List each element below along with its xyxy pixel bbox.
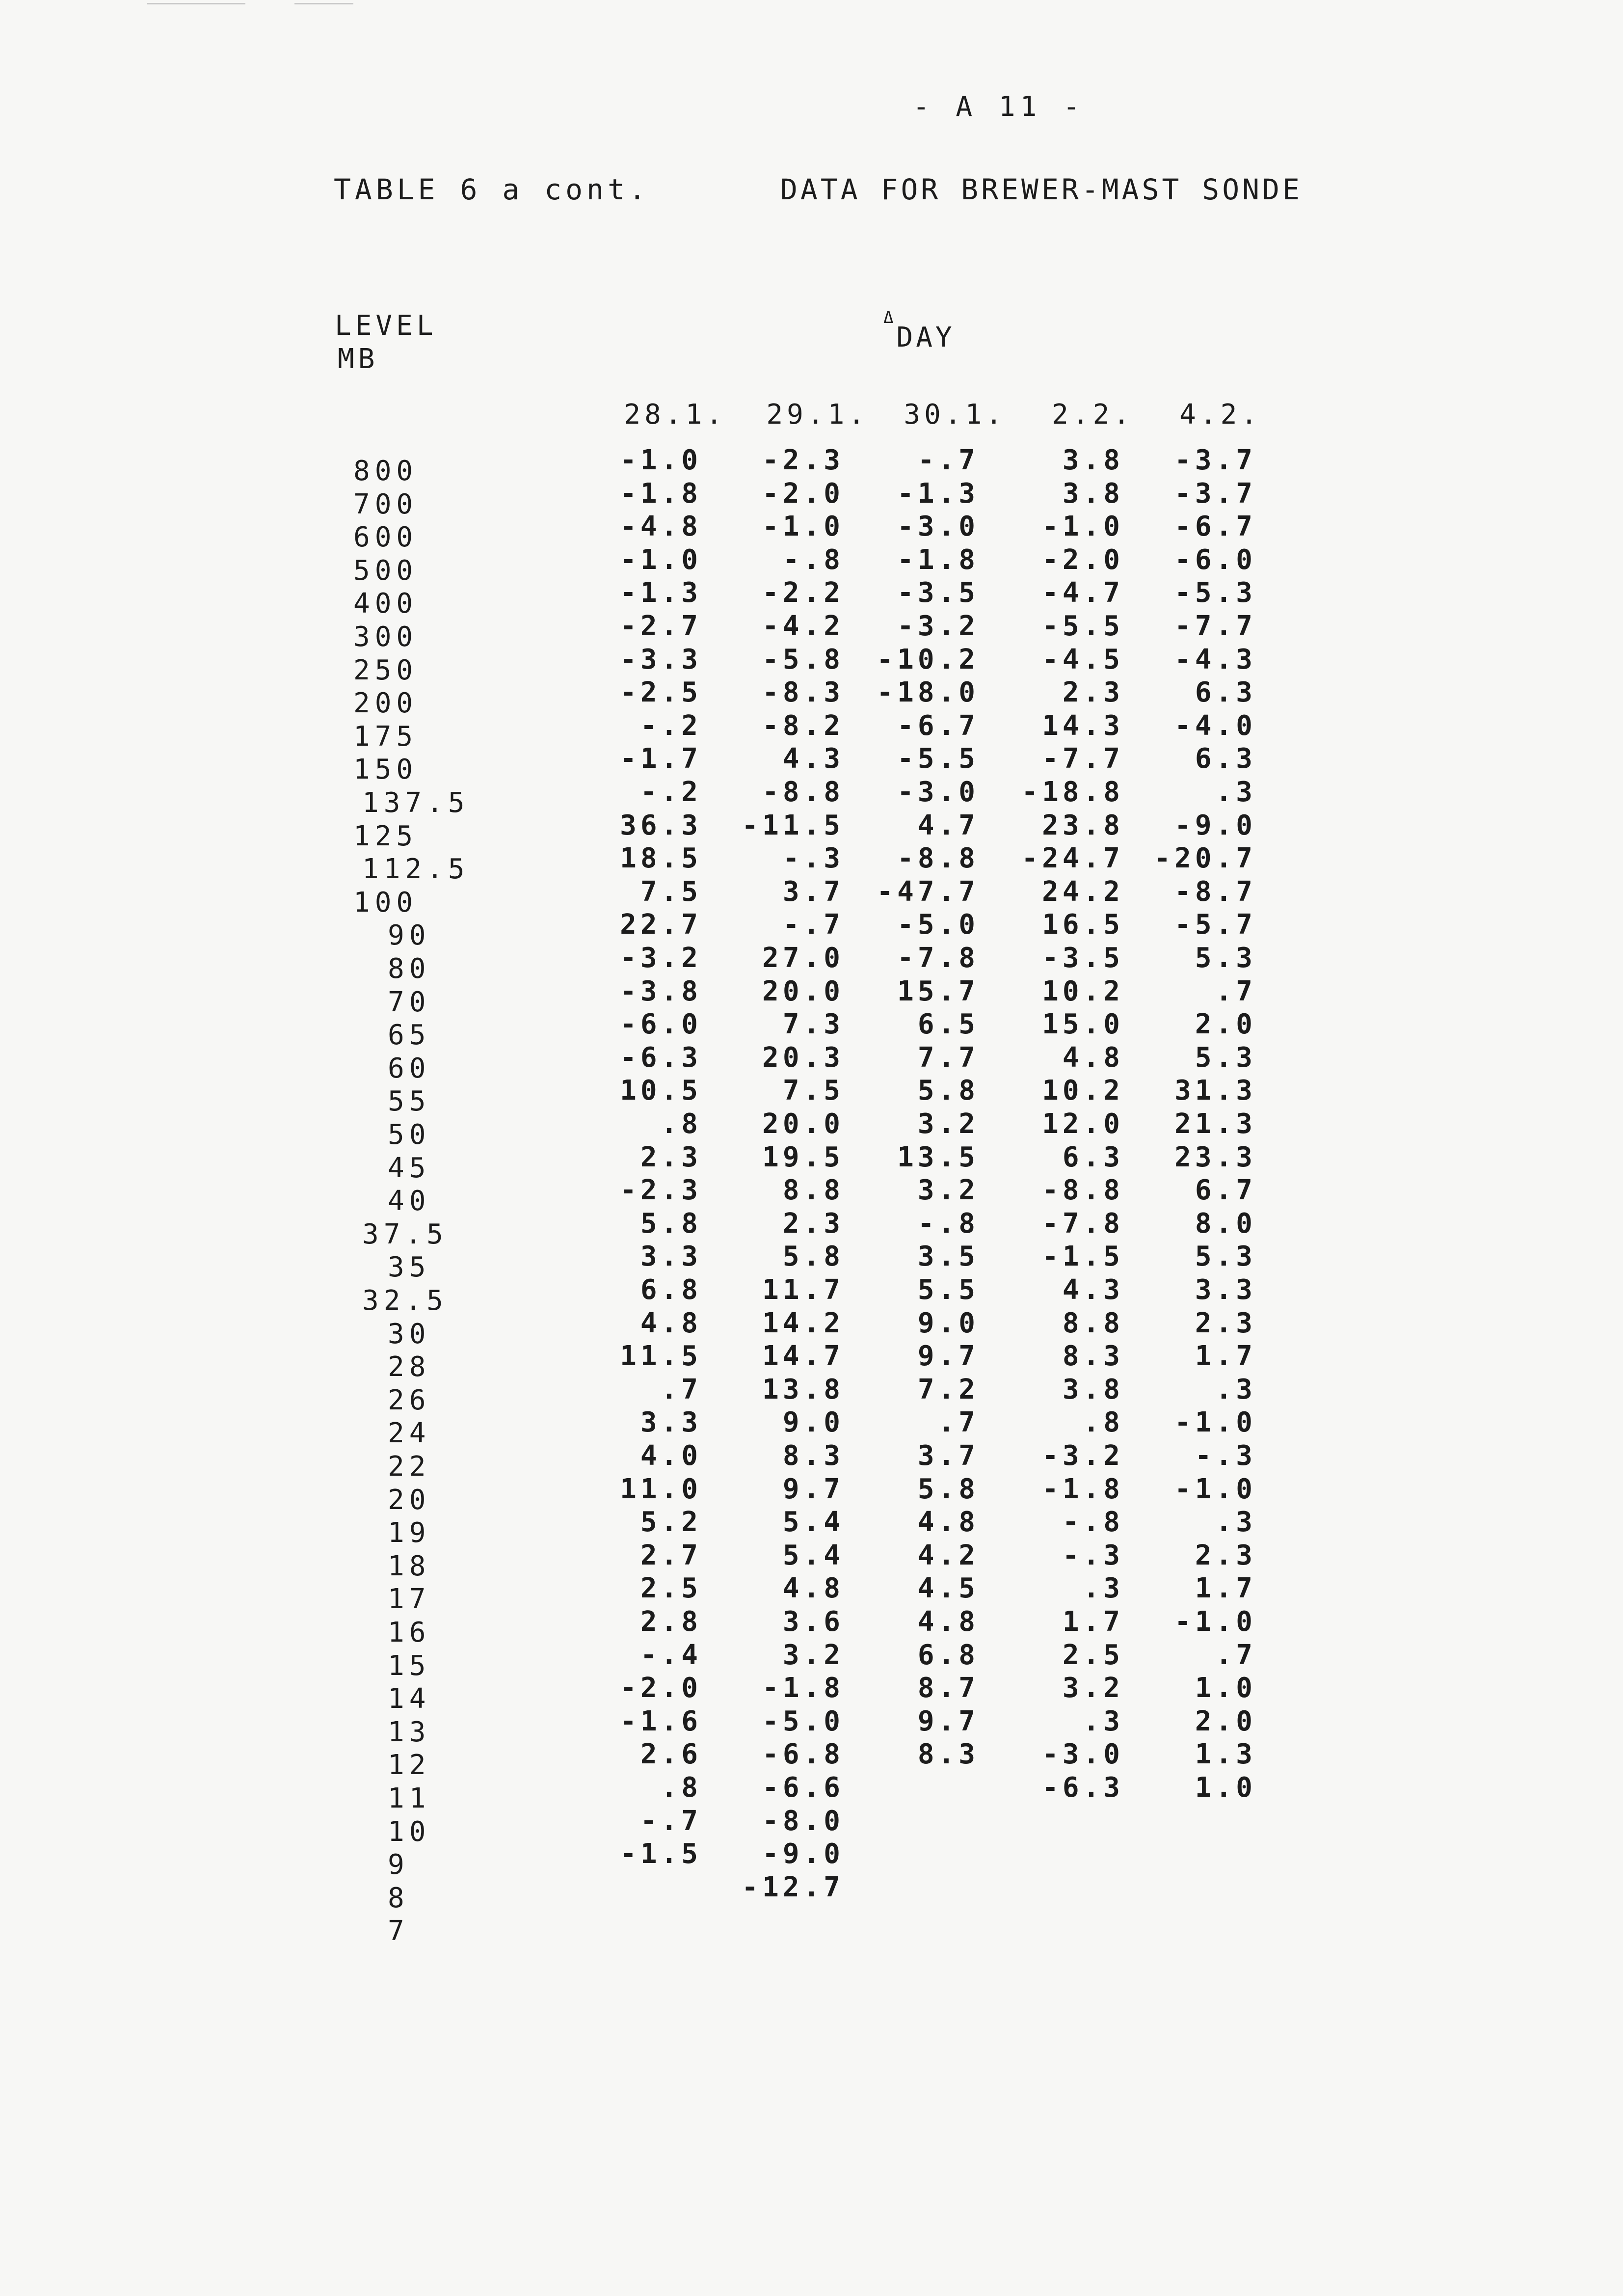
table-cell: 18.5 xyxy=(620,842,702,875)
table-cell: 1.0 xyxy=(1195,1772,1256,1804)
table-cell: -2.3 xyxy=(620,1174,702,1207)
table-cell: 2.3 xyxy=(1195,1539,1256,1571)
column-header-28-1: 28.1. xyxy=(624,399,726,431)
level-value: 10 xyxy=(388,1815,431,1848)
table-cell: 14.3 xyxy=(1042,709,1124,742)
table-cell: .7 xyxy=(661,1373,702,1405)
table-cell: -3.0 xyxy=(1042,1738,1124,1771)
table-cell: -7.8 xyxy=(897,942,979,974)
table-cell: 5.8 xyxy=(917,1075,979,1107)
table-cell: -18.0 xyxy=(877,676,979,709)
level-column-label xyxy=(335,309,437,376)
level-value: 11 xyxy=(388,1783,431,1814)
table-cell: 5.8 xyxy=(782,1241,844,1273)
scan-mark xyxy=(147,3,245,4)
table-cell: -3.2 xyxy=(620,942,702,974)
table-cell: -1.8 xyxy=(620,477,702,510)
level-value: 26 xyxy=(388,1384,431,1416)
table-cell: .7 xyxy=(938,1406,979,1439)
table-cell: 9.7 xyxy=(917,1705,979,1737)
table-cell: 6.8 xyxy=(640,1274,702,1306)
scan-mark xyxy=(294,3,353,4)
table-cell: -1.0 xyxy=(1042,511,1124,543)
table-cell: 4.7 xyxy=(917,809,979,841)
level-value: 600 xyxy=(353,521,418,554)
table-cell: -.2 xyxy=(640,776,702,808)
table-cell: -5.3 xyxy=(1174,577,1256,609)
table-cell: 3.8 xyxy=(1062,444,1124,476)
table-cell: -6.7 xyxy=(1174,511,1256,543)
level-value: 300 xyxy=(353,621,418,653)
table-cell: 8.0 xyxy=(1195,1207,1256,1240)
table-cell: 1.3 xyxy=(1195,1738,1256,1771)
column-header-4-2: 4.2. xyxy=(1179,399,1261,431)
table-cell: .7 xyxy=(1215,975,1256,1007)
table-cell: 21.3 xyxy=(1174,1108,1256,1140)
table-cell: -1.8 xyxy=(897,543,979,576)
table-cell: 9.7 xyxy=(917,1340,979,1373)
table-cell: 8.8 xyxy=(782,1174,844,1207)
table-cell: 3.7 xyxy=(917,1440,979,1472)
table-cell: 3.8 xyxy=(1062,477,1124,510)
level-value: 9 xyxy=(388,1849,409,1881)
level-label-line1: LEVEL xyxy=(335,310,437,342)
level-value: 175 xyxy=(353,720,418,753)
table-cell: 10.5 xyxy=(620,1075,702,1107)
table-cell: -1.8 xyxy=(1042,1473,1124,1505)
table-cell: -5.0 xyxy=(762,1705,844,1737)
table-cell: 6.3 xyxy=(1195,676,1256,709)
table-cell: 1.0 xyxy=(1195,1672,1256,1704)
table-cell: -9.0 xyxy=(762,1838,844,1870)
table-cell: 14.7 xyxy=(762,1340,844,1373)
table-cell: -6.0 xyxy=(620,1008,702,1041)
table-cell: -.8 xyxy=(1062,1506,1124,1539)
delta-day-text: DAY xyxy=(896,322,955,353)
table-cell: -3.0 xyxy=(897,511,979,543)
table-cell: 3.2 xyxy=(917,1108,979,1140)
table-cell: -7.8 xyxy=(1042,1207,1124,1240)
table-cell: 19.5 xyxy=(762,1141,844,1173)
table-cell: -18.8 xyxy=(1021,776,1124,808)
table-cell: 5.3 xyxy=(1195,1041,1256,1074)
table-cell: -1.0 xyxy=(620,543,702,576)
table-cell: 6.8 xyxy=(917,1639,979,1671)
table-cell: 4.3 xyxy=(782,743,844,775)
table-cell: 27.0 xyxy=(762,942,844,974)
table-cell: 14.2 xyxy=(762,1307,844,1339)
table-cell: .3 xyxy=(1215,776,1256,808)
table-cell: .7 xyxy=(1215,1639,1256,1671)
level-value: 18 xyxy=(388,1550,431,1582)
table-cell: 2.3 xyxy=(640,1141,702,1173)
table-cell: -6.8 xyxy=(762,1738,844,1771)
table-cell: .3 xyxy=(1083,1572,1124,1605)
table-cell: -.3 xyxy=(1195,1440,1256,1472)
level-value: 22 xyxy=(388,1451,431,1483)
table-cell: -8.8 xyxy=(897,842,979,875)
table-cell: 3.8 xyxy=(1062,1373,1124,1405)
level-value: 28 xyxy=(388,1351,431,1383)
table-cell: 9.0 xyxy=(917,1307,979,1339)
table-title: TABLE 6 a cont. xyxy=(334,173,650,206)
table-cell: -.8 xyxy=(917,1207,979,1240)
table-cell: 22.7 xyxy=(620,909,702,941)
table-cell: 3.5 xyxy=(917,1241,979,1273)
table-cell: 2.0 xyxy=(1195,1008,1256,1041)
table-cell: .3 xyxy=(1215,1373,1256,1405)
table-cell: 3.3 xyxy=(640,1241,702,1273)
table-cell: 7.5 xyxy=(640,875,702,908)
table-cell: -6.6 xyxy=(762,1772,844,1804)
level-value: 100 xyxy=(353,886,418,918)
table-cell: 5.2 xyxy=(640,1506,702,1539)
table-cell: 5.3 xyxy=(1195,1241,1256,1273)
table-cell: 3.6 xyxy=(782,1606,844,1638)
level-value: 24 xyxy=(388,1417,431,1450)
table-cell: 36.3 xyxy=(620,809,702,841)
table-cell: -6.7 xyxy=(897,709,979,742)
table-cell: .8 xyxy=(661,1108,702,1140)
table-cell: 7.3 xyxy=(782,1008,844,1041)
level-value: 19 xyxy=(388,1517,431,1549)
table-cell: 4.8 xyxy=(917,1606,979,1638)
level-value: 65 xyxy=(388,1019,431,1052)
table-cell: -1.0 xyxy=(1174,1473,1256,1505)
table-cell: -4.7 xyxy=(1042,577,1124,609)
level-value: 200 xyxy=(353,687,418,720)
table-cell: 11.7 xyxy=(762,1274,844,1306)
table-cell: .3 xyxy=(1215,1506,1256,1539)
table-cell: 3.7 xyxy=(782,875,844,908)
table-cell: -2.0 xyxy=(620,1672,702,1704)
level-value: 90 xyxy=(388,919,431,952)
table-cell: 1.7 xyxy=(1195,1340,1256,1373)
level-value: 400 xyxy=(353,588,418,620)
table-cell: -.7 xyxy=(782,909,844,941)
table-cell: -20.7 xyxy=(1154,842,1256,875)
delta-day-label xyxy=(883,308,955,353)
level-value: 7 xyxy=(388,1915,409,1947)
table-cell: -8.8 xyxy=(1042,1174,1124,1207)
table-cell: -2.0 xyxy=(762,477,844,510)
table-cell: 4.8 xyxy=(640,1307,702,1339)
table-cell: -3.2 xyxy=(897,610,979,642)
table-cell: -2.3 xyxy=(762,444,844,476)
column-header-30-1: 30.1. xyxy=(904,399,1006,431)
table-cell: -3.2 xyxy=(1042,1440,1124,1472)
table-cell: 7.7 xyxy=(917,1041,979,1074)
table-cell: 11.5 xyxy=(620,1340,702,1373)
table-cell: -4.5 xyxy=(1042,643,1124,675)
table-cell: 6.5 xyxy=(917,1008,979,1041)
table-cell: .8 xyxy=(661,1772,702,1804)
level-value: 32.5 xyxy=(362,1285,448,1317)
table-cell: 2.5 xyxy=(1062,1639,1124,1671)
table-cell: -8.8 xyxy=(762,776,844,808)
table-cell: 4.0 xyxy=(640,1440,702,1472)
table-cell: 2.3 xyxy=(1062,676,1124,709)
table-cell: 4.3 xyxy=(1062,1274,1124,1306)
table-cell: 2.3 xyxy=(1195,1307,1256,1339)
table-cell: 4.8 xyxy=(1062,1041,1124,1074)
table-cell: 16.5 xyxy=(1042,909,1124,941)
table-cell: 2.3 xyxy=(782,1207,844,1240)
table-cell: -.3 xyxy=(782,842,844,875)
table-cell: 1.7 xyxy=(1062,1606,1124,1638)
table-cell: 5.4 xyxy=(782,1506,844,1539)
table-cell: .8 xyxy=(1083,1406,1124,1439)
table-cell: -4.8 xyxy=(620,511,702,543)
table-cell: -2.0 xyxy=(1042,543,1124,576)
table-cell: 8.3 xyxy=(917,1738,979,1771)
level-value: 40 xyxy=(388,1185,431,1217)
table-cell: 24.2 xyxy=(1042,875,1124,908)
table-cell: -8.7 xyxy=(1174,875,1256,908)
level-value: 30 xyxy=(388,1318,431,1350)
table-cell: -1.8 xyxy=(762,1672,844,1704)
table-cell: -.7 xyxy=(640,1805,702,1837)
table-cell: -3.3 xyxy=(620,643,702,675)
table-cell: -6.0 xyxy=(1174,543,1256,576)
table-cell: -5.5 xyxy=(1042,610,1124,642)
table-cell: 5.4 xyxy=(782,1539,844,1571)
table-cell: -5.0 xyxy=(897,909,979,941)
table-cell: -4.0 xyxy=(1174,709,1256,742)
table-cell: -6.3 xyxy=(620,1041,702,1074)
table-cell: 5.5 xyxy=(917,1274,979,1306)
table-cell: 8.7 xyxy=(917,1672,979,1704)
table-cell: -3.5 xyxy=(897,577,979,609)
table-cell: -5.5 xyxy=(897,743,979,775)
table-cell: -4.3 xyxy=(1174,643,1256,675)
table-cell: -12.7 xyxy=(742,1871,844,1903)
table-cell: -7.7 xyxy=(1174,610,1256,642)
table-cell: 12.0 xyxy=(1042,1108,1124,1140)
table-cell: 5.8 xyxy=(640,1207,702,1240)
table-cell: -7.7 xyxy=(1042,743,1124,775)
table-cell: -6.3 xyxy=(1042,1772,1124,1804)
table-cell: -1.0 xyxy=(1174,1606,1256,1638)
level-value: 150 xyxy=(353,754,418,786)
table-cell: -3.0 xyxy=(897,776,979,808)
table-cell: -1.5 xyxy=(620,1838,702,1870)
table-cell: -5.7 xyxy=(1174,909,1256,941)
table-cell: -47.7 xyxy=(877,875,979,908)
level-value: 50 xyxy=(388,1119,431,1151)
table-cell: 20.0 xyxy=(762,1108,844,1140)
table-cell: -1.0 xyxy=(1174,1406,1256,1439)
table-cell: -5.8 xyxy=(762,643,844,675)
table-cell: 2.0 xyxy=(1195,1705,1256,1737)
table-cell: 3.2 xyxy=(917,1174,979,1207)
table-cell: 7.2 xyxy=(917,1373,979,1405)
level-value: 800 xyxy=(353,455,418,487)
table-cell: 3.3 xyxy=(1195,1274,1256,1306)
table-cell: -.3 xyxy=(1062,1539,1124,1571)
table-cell: 11.0 xyxy=(620,1473,702,1505)
table-cell: 1.7 xyxy=(1195,1572,1256,1605)
table-cell: 4.2 xyxy=(917,1539,979,1571)
level-value: 35 xyxy=(388,1251,431,1284)
table-cell: 6.7 xyxy=(1195,1174,1256,1207)
table-cell: 3.2 xyxy=(782,1639,844,1671)
page-number: - A 11 - xyxy=(913,91,1085,123)
table-cell: -.7 xyxy=(917,444,979,476)
level-value: 80 xyxy=(388,953,431,985)
level-value: 17 xyxy=(388,1583,431,1616)
level-value: 112.5 xyxy=(362,853,470,886)
level-value: 137.5 xyxy=(362,787,470,819)
table-cell: 13.5 xyxy=(897,1141,979,1173)
level-value: 16 xyxy=(388,1617,431,1648)
table-cell: 13.8 xyxy=(762,1373,844,1405)
table-cell: -9.0 xyxy=(1174,809,1256,841)
table-cell: -2.2 xyxy=(762,577,844,609)
table-cell: 8.3 xyxy=(782,1440,844,1472)
table-cell: -2.5 xyxy=(620,676,702,709)
table-cell: 6.3 xyxy=(1195,743,1256,775)
level-value: 60 xyxy=(388,1052,431,1084)
table-cell: -1.0 xyxy=(762,511,844,543)
delta-symbol: Δ xyxy=(883,308,897,327)
table-cell: -.2 xyxy=(640,709,702,742)
table-cell: -3.7 xyxy=(1174,444,1256,476)
table-cell: 4.5 xyxy=(917,1572,979,1605)
table-cell: 20.3 xyxy=(762,1041,844,1074)
table-cell: 8.3 xyxy=(1062,1340,1124,1373)
table-cell: -1.5 xyxy=(1042,1241,1124,1273)
table-cell: 23.8 xyxy=(1042,809,1124,841)
table-cell: 23.3 xyxy=(1174,1141,1256,1173)
table-cell: -3.5 xyxy=(1042,942,1124,974)
table-cell: -1.3 xyxy=(620,577,702,609)
table-cell: 3.2 xyxy=(1062,1672,1124,1704)
table-cell: -.8 xyxy=(782,543,844,576)
table-cell: 5.8 xyxy=(917,1473,979,1505)
level-value: 8 xyxy=(388,1882,409,1914)
table-cell: -8.2 xyxy=(762,709,844,742)
table-cell: -4.2 xyxy=(762,610,844,642)
table-cell: 4.8 xyxy=(917,1506,979,1539)
table-cell: -1.6 xyxy=(620,1705,702,1737)
table-cell: -24.7 xyxy=(1021,842,1124,875)
level-value: 45 xyxy=(388,1152,431,1184)
table-cell: 3.3 xyxy=(640,1406,702,1439)
column-header-29-1: 29.1. xyxy=(766,399,869,431)
table-cell: 8.8 xyxy=(1062,1307,1124,1339)
table-cell: .3 xyxy=(1083,1705,1124,1737)
table-cell: 6.3 xyxy=(1062,1141,1124,1173)
level-value: 55 xyxy=(388,1085,431,1118)
level-value: 125 xyxy=(353,820,418,852)
table-cell: -1.0 xyxy=(620,444,702,476)
table-cell: 10.2 xyxy=(1042,1075,1124,1107)
table-cell: 15.0 xyxy=(1042,1008,1124,1041)
level-label-line2: MB xyxy=(338,343,379,375)
table-cell: -8.3 xyxy=(762,676,844,709)
table-cell: 2.6 xyxy=(640,1738,702,1771)
table-cell: 5.3 xyxy=(1195,942,1256,974)
table-cell: 10.2 xyxy=(1042,975,1124,1007)
table-cell: 9.7 xyxy=(782,1473,844,1505)
level-value: 70 xyxy=(388,986,431,1018)
level-value: 15 xyxy=(388,1649,431,1682)
table-cell: 2.8 xyxy=(640,1606,702,1638)
table-cell: -1.3 xyxy=(897,477,979,510)
level-value: 20 xyxy=(388,1484,431,1516)
table-cell: -11.5 xyxy=(742,809,844,841)
table-cell: 4.8 xyxy=(782,1572,844,1605)
table-cell: -10.2 xyxy=(877,643,979,675)
table-cell: -3.8 xyxy=(620,975,702,1007)
level-value: 13 xyxy=(388,1716,431,1748)
column-header-2-2: 2.2. xyxy=(1052,399,1134,431)
level-value: 500 xyxy=(353,554,418,587)
table-cell: 15.7 xyxy=(897,975,979,1007)
level-value: 14 xyxy=(388,1683,431,1715)
table-subtitle: DATA FOR BREWER-MAST SONDE xyxy=(780,173,1303,206)
table-cell: 9.0 xyxy=(782,1406,844,1439)
level-value: 700 xyxy=(353,488,418,520)
table-cell: -8.0 xyxy=(762,1805,844,1837)
level-value: 250 xyxy=(353,654,418,686)
table-cell: -.4 xyxy=(640,1639,702,1671)
table-cell: 2.5 xyxy=(640,1572,702,1605)
level-value: 12 xyxy=(388,1749,431,1782)
table-cell: 2.7 xyxy=(640,1539,702,1571)
table-cell: -2.7 xyxy=(620,610,702,642)
table-cell: -1.7 xyxy=(620,743,702,775)
table-cell: 7.5 xyxy=(782,1075,844,1107)
table-cell: 20.0 xyxy=(762,975,844,1007)
table-cell: -3.7 xyxy=(1174,477,1256,510)
level-value: 37.5 xyxy=(362,1218,448,1250)
table-cell: 31.3 xyxy=(1174,1075,1256,1107)
